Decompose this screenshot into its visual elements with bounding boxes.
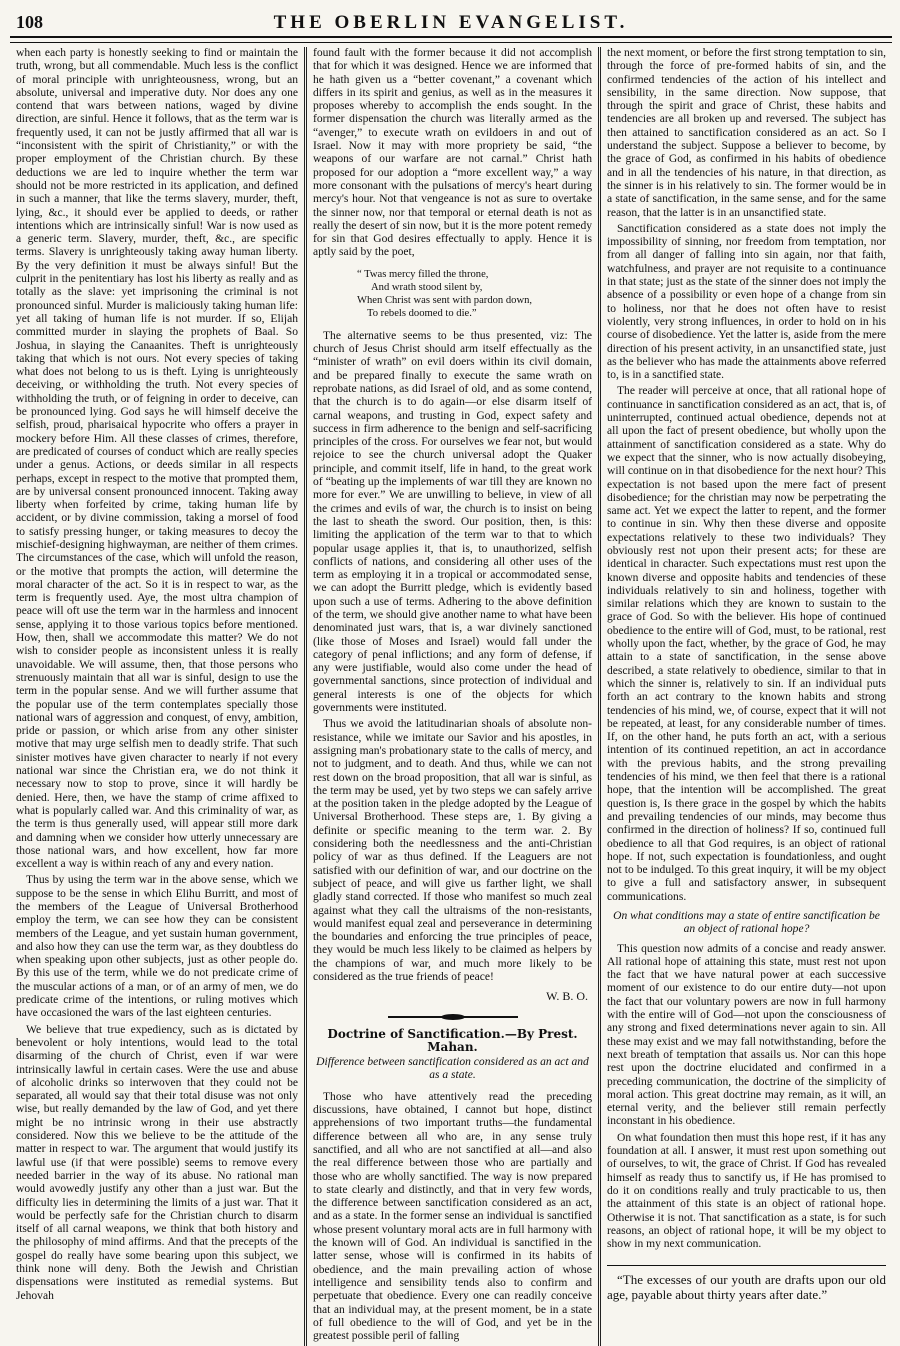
middle-paragraph-3: Thus we avoid the latitudinarian shoals of absolute non-resistance, while we imitate our Savior and his apostles, in assigning man's probationary state to the calls of mercy, and not to judgment, and to death. And thus, while we can not rest down on the broad proposition, that all war is sinful, as the term may be used, yet by two steps we can safely arrive at the position taken in the pledge adopted by the League of Universal Brotherhood. These steps are, 1. By giving a definite or specific meaning to the term war. 2. By considering both the needlessness and the anti-Christian policy of war as thus defined. If the Leaguers are not satisfied with our definition of war, and our doctrine on the subject of peace, and will give us farther light, we shall gladly stand corrected. If those who manifest so much zeal against what they call the ultraisms of the non-resistants, would manifest equal zeal and perseverance in determining the boundaries and enforcing the true principles of peace, they would be much less likely to be claimed as helpers by the champions of war, and much more likely to be considered as the true friends of peace! <box>313 718 592 983</box>
closing-quote: “The excesses of our youth are drafts upon our old age, payable about thirty years after date.” <box>607 1272 886 1303</box>
right-paragraph-4: This question now admits of a concise and ready answer. All rational hope of attaining this state, must rest not upon the fact that we have natural power at each successive moment of our existence to do our entire duty—not upon the fact that our voluntary powers are now in full harmony with the entire will of God—not upon the consciousness of any strong and fixed determinations never again to sin. All these may exist and we may fall notwithstanding, before the next breath of temptation that assails us. Nor can this hope rest upon the doctrine elucidated and confirmed in a preceding communication, the doctrine of the simplicity of moral action. This great doctrine may remain, as it will, an eternal verity, and the believer still remain perfectly inconstant in his obedience. <box>607 942 886 1128</box>
right-column <box>598 47 892 1346</box>
middle-paragraph-4: Those who have attentively read the preceding discussions, have obtained, I cannot but hope, distinct apprehensions of two important truths—the fundamental difference between all who are, in any sense truly sanctified, and all who are not sanctified at all—and also the real difference between those who are partially and those who are wholly sanctified. The way is now prepared to state clearly and distinctly, and that in very few words, the difference between sanctification considered as an act, and as a state. In the former sense an individual is sanctified whose present voluntary moral acts are in full harmony with the known will of God. An individual is sanctified in the latter sense, whose will is confirmed in its habits of obedience, and the main prevailing action of whose intelligence and sensibility tends also to confirm and perpetuate that obedience. Every one can readily conceive that an individual may, at the present moment, be in a state of full obedience to the will of God, and yet be in the greatest possible peril of falling <box>313 1090 592 1343</box>
left-paragraph-2: Thus by using the term war in the above sense, which we suppose to be the sense in which Elihu Burritt, and most of the members of the League of Universal Brotherhood employ the term, we can see how they can be consistent members of the League, and yet sustain human government, and also how they can use the term war, as they doubtless do when speaking upon other subjects, just as other people do. By this use of the term, while we do not predicate crime of the muscular actions of a man, or of an army of men, we do predicate crime of the intentions, or ruling motives which have occasioned the wars of the last eighteen centuries. <box>16 874 298 1020</box>
middle-column <box>304 47 598 1346</box>
poem-quotation <box>357 268 592 320</box>
page-header <box>10 8 892 34</box>
right-paragraph-5: On what foundation then must this hope rest, if it has any foundation at all. I answer, it must rest upon something out of ourselves, to wit, the grace of Christ. If God has revealed himself as ready thus to sanctify us, if He has promised to do it on conditions really and truly practicable to us, then the attainment of this state is an object of rational hope. Otherwise it is not. That sanctification as a state, is for such reasons, an object of rational hope, it will be my object to show in my next communication. <box>607 1131 886 1251</box>
poem-line: When Christ was sent with pardon down, <box>357 294 533 306</box>
running-title: THE OBERLIN EVANGELIST. <box>273 12 629 33</box>
article-title: Doctrine of Sanctification.—By Prest. Mahan. <box>327 1026 578 1054</box>
column-grid <box>10 47 892 1343</box>
right-paragraph-2: Sanctification considered as a state does not imply the impossibility of sinning, nor freedom from temptation, nor from all danger of falling into sin again, nor that faith, watchfulness, and prayer are not requisite to a continuance in that state; just as the state of the sinner does not imply the absence of a possibility or even hope of a change from sin to holiness, nor that he does not often have to resist violently, very strong influences, in order to hold on in his course of disobedience. Yet the latter is, aside from the mere direction of his present activity, in an unsanctified state, just as the believer who has made the attainments above referred to, is in a sanctified state. <box>607 222 886 382</box>
left-paragraph-1: when each party is honestly seeking to find or maintain the truth, wrong, but all commendable. Much less is the conflict of moral principle with unrighteousness, wrong, but an absolute, universal and imperative duty. Nor does any one contend that wars between nations, waged by divine direction, are sinful. Hence it follows, that as the term war is frequently used, it can not be justly affirmed that all war is “inconsistent with the spirit of Christianity,” or with the proper employment of the Christian church. By these deductions we are led to inquire whether the term war should not be more restricted in its application, and defined in such a manner, that like the terms slavery, murder, theft, lying, &c., it should ever be applied to deeds, or rather intentions which are intrinsically sinful! War is now used as a generic term. Slavery, murder, theft, &c., are specific terms. Slavery is unrighteously taking away human liberty. By the very definition it must be always sinful! But the culprit in the penitentiary has lost his liberty as really and as totally as the slave: yet imprisoning the criminal is not pronounced sinful. Murder is maliciously taking human life: yet all taking of human life is not murder. If so, Elijah committed murder in slaying the prophets of Baal. So Joshua, in slaying the Canaanites. Theft is unrighteously taking that which is not ours. Not every species of taking what does not belong to us is theft. Lying is unrighteously deceiving, or withholding the truth. Not every species of withholding the truth, or of feigning in order to deceive, can be pronounced lying. God says he will himself deceive the selfish, proud, pharisaical hypocrite who offers a prayer in mockery before Him. All these classes of crimes, therefore, are predicated of courses of conduct which are really species under a genus. Actions, or deeds similar in all respects perhaps, except in respect to the motive that prompted them, are by universal consent pronounced innocent. Taking away liberty when forfeited by crime, taking human life by accident, or by divine commission, taking a morsel of food to satisfy pressing hunger, or taking measures to decoy the mischief-designing highwayman, are neither of them crimes. The circumstances of the case, which will unfold the reason, or the motive that prompts the action, will determine the moral character of the act. So it is in respect to war, as the term is frequently used. Aye, the most ultra champion of peace will oft use the term war in the harmless and innocent sense, applying it to those various topics before mentioned. How, then, shall we accommodate this matter? We do not wish to consider people as inconsistent unless it is really unavoidable. We will assume, then, that those persons who strenuously maintain that all war is sinful, design to use the term in the popular sense. And we will further assume that the popular use of the term contemplates specially those national wars of aggression and conquest, of envy, ambition, pride or passion, or which arise from any other sinister motive that may urge selfish men to deadly strife. That such sinister motives have given character to nearly if not every national war since the Christian era, we do not think it necessary now to stop to prove, since it will hardly be denied. Here, then, we have the stamp of crime affixed to what is popularly called war. And this criminality of war, as the term is thus generally used, will appear still more dark and damning when we consider how utterly unnecessary are those national wars, and how excellent, how far more excellent a way is within reach of any and every nation. <box>16 47 298 871</box>
page-number: 108 <box>16 12 43 32</box>
header-rule <box>10 36 892 43</box>
poem-line: “ Twas mercy filled the throne, <box>357 268 489 280</box>
poem-line: And wrath stood silent by, <box>371 281 483 293</box>
right-paragraph-3: The reader will perceive at once, that all rational hope of continuance in sanctification considered as an act, that is, of uninterrupted, continued actual obedience, depends not at all upon the fact of present obedience, but wholly upon the attainment of sanctification considered as a state. Why do we expect that the sinner, who is now actually disobeying, will continue on in that disobedience for the next hour? This expectation is not based upon the mere fact of present disobedience; for the christian may now be perpetrating the same act. Yet we expect the latter to repent, and the former to continue in sin. Why then these diverse and opposite expectations relatively to these two individuals? They obviously rest not upon their present acts; for these are identical in character. Such expectations must rest upon the known diverse and opposite habits and tendencies of these individuals relatively to sin and holiness, together with similar relations which they are known to sustain to the grace of God. So with the believer. His hope of continued obedience to the entire will of God, must, to be rational, rest wholly upon the fact, whether, by the grace of God, he may attain to a state of sanctification, in the sense above described, a state relatively to obedience, similar to that in which the sinner is, relatively to sin. If an individual puts forth an act contrary to the known habits and strong tendencies of his mind, we, of course, expect that it will not be repeated, at least, for any considerable number of times. If, on the other hand, he puts forth an act, with a serious intention of its continued repetition, an act in accordance with the previous habits, and the strong prevailing tendencies of his mind, we then feel that there is a rational hope, that the intention will be accomplished. The great question is, Is there grace in the gospel by which the habits and prevailing tendencies of our minds, may become thus confirmed in the direction of holiness? If so, continued full obedience to all that God requires, is an object of rational hope. If not, such expectation is foundationless, and ought not to be indulged. To this great inquiry, it will be my object to give a full and satisfactory answer, in subsequent communications. <box>607 385 886 903</box>
author-signature: W. B. O. <box>546 989 588 1004</box>
ornamental-separator <box>388 1016 518 1018</box>
left-paragraph-3: We believe that true expediency, such as is dictated by benevolent or holy intentions, would lead to the total disarming of the church of Christ, even if war were intrinsically lawful in certain cases. Were the use and abuse of alcoholic drinks so interwoven that they could not be separated, all would say that their total disuse was not only wise, but really demanded by the law of God, and yet there might be no intrinsic wrong in their use abstractly considered. Now this we believe to be the attitude of the matter in respect to war. The argument that would justify its lawful use (if that were possible) seems to remove every needed barrier in the way of its abuse. No rational man would avowedly justify any other than a just war. But the difficulty lies in determining the limits of a just war. That it would be perfectly safe for the Christian church to disarm itself of all carnal weapons, we think that both history and the philosophy of mind affirms. And that the precepts of the gospel do really have some bearing upon this subject, we think none will deny. Both the Jewish and Christian dispensations were instituted as remedial systems. But Jehovah <box>16 1023 298 1302</box>
left-column <box>10 47 304 1346</box>
middle-paragraph-2: The alternative seems to be thus presented, viz: The church of Jesus Christ should arm itself effectually as the “minister of wrath” on evil doers within its civil domain, and be prepared finally to execute the same wrath on reprobate nations, as did Israel of old, and as some contend, that the church is to do again—or else disarm itself of carnal weapons, and trusting in God, expect safety and success in firm adherence to the benign and self-sacrificing principles of the cross. For ourselves we fear not, but would rejoice to see the church universal adopt the Quaker principle, and commit itself, life in hand, to the great work of “beating up the implements of war till they are known no more for ever.” We are unwilling to believe, in view of all the crimes and evils of war, the church is to insist on being the last to sheath the sword. Our position, then, is this: limiting the application of the term war to that to which popular usage applies it, that is, to unauthorized, selfish conflicts of nations, and considering all other uses of the term as employing it in a tropical or accommodated sense, we can adopt the Burritt pledge, which is evidently based upon such a use of terms. Adhering to the above definition of the term, we should give another name to what have been denominated just wars, that is, a war divinely sanctioned (like those of Moses and Israel) would fall under the category of penal inflictions; and any form of defense, if any were justifiable, would also come under the head of governmental sanctions, since protection of individual and general interests is one of the objects for which governments were instituted. <box>313 329 592 715</box>
section-question: On what conditions may a state of entire sanctification be an object of rational hope? <box>613 910 880 936</box>
right-paragraph-1: the next moment, or before the first strong temptation to sin, through the force of pre-formed habits of sin, and the confirmed tendencies of the action of his intellect and sensibility, in the same direction. Now suppose, that through the spirit and grace of Christ, these habits and tendencies are all broken up and reversed. The subject has then attained to sanctification considered as an act. So I understand the subject. Suppose a believer to become, by the grace of God, as confirmed in his habits of obedience and in all the tendencies of his nature, in that direction, as the sinner is in his relatively to sin. The former would be in a state of sanctification, in the same sense, and for the same reason, that the latter is in an unsanctified state. <box>607 47 886 219</box>
poem-line: To rebels doomed to die.” <box>367 307 477 319</box>
section-rule <box>607 1265 886 1266</box>
middle-paragraph-1: found fault with the former because it did not accomplish that for which it was designed. Hence we are informed that he hath given us a “better covenant,” a covenant which differs in its spirit and genius, as well as in the measures it proposes whereby to accomplish the ends sought. In the former dispensation the church was literally armed as the “avenger,” to execute wrath on evildoers in and out of Israel. Now it may with more propriety be said, “the weapons of our warfare are not carnal.” Christ hath proposed for our adoption a “more excellent way,” a way more consonant with the pulsations of mercy's heart during mercy's hour. Not that vengeance is not as sure to overtake the sinner now, nor that temporal or eternal death is not as really the desert of sin now, but it is the more potent remedy for sin that God desires effectually to apply. Hence it is aptly said by the poet, <box>313 47 592 259</box>
article-subtitle: Difference between sanctification considered as an act and as a state. <box>316 1056 589 1082</box>
